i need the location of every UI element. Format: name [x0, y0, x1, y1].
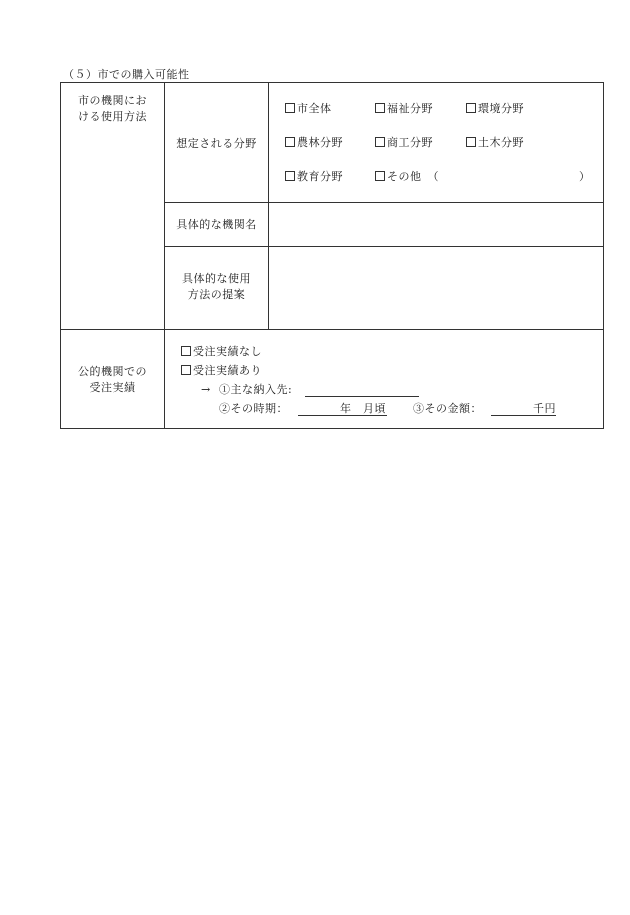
- amount-label: ③その金額：: [413, 402, 482, 415]
- checkbox-civil-engineering[interactable]: 土木分野: [466, 136, 524, 150]
- checkbox-icon[interactable]: [285, 137, 295, 147]
- col-divider-left: [164, 83, 165, 428]
- checkbox-commerce[interactable]: 商工分野: [375, 136, 433, 150]
- checkbox-icon[interactable]: [375, 171, 385, 181]
- period-year: 年: [340, 402, 352, 415]
- checkbox-icon[interactable]: [285, 171, 295, 181]
- checkbox-other[interactable]: その他 （: [375, 170, 439, 184]
- amount-unit: 千円: [533, 402, 556, 415]
- period-month: 月頃: [363, 402, 386, 415]
- arrow-icon: →: [201, 383, 211, 396]
- other-close-paren: ）: [579, 170, 591, 183]
- usage-proposal-label: 具体的な使用 方法の提案: [182, 272, 251, 301]
- record-label: 公的機関での 受注実績: [78, 365, 147, 394]
- org-name-input[interactable]: [269, 203, 604, 246]
- main-destination-field[interactable]: [305, 396, 419, 397]
- main-destination-label: ①主な納入先:: [219, 383, 293, 396]
- checkbox-icon[interactable]: [285, 103, 295, 113]
- checkbox-icon[interactable]: [181, 346, 191, 356]
- checkbox-icon[interactable]: [375, 103, 385, 113]
- checkbox-has-record[interactable]: 受注実績あり: [181, 364, 262, 378]
- checkbox-city-all[interactable]: 市全体: [285, 102, 332, 116]
- checkbox-icon[interactable]: [466, 103, 476, 113]
- period-label: ②その時期：: [219, 402, 288, 415]
- usage-proposal-input[interactable]: [269, 247, 604, 329]
- checkbox-welfare[interactable]: 福祉分野: [375, 102, 433, 116]
- checkbox-no-record[interactable]: 受注実績なし: [181, 345, 262, 359]
- checkbox-education[interactable]: 教育分野: [285, 170, 343, 184]
- checkbox-icon[interactable]: [375, 137, 385, 147]
- checkbox-icon[interactable]: [466, 137, 476, 147]
- checkbox-agriculture[interactable]: 農林分野: [285, 136, 343, 150]
- checkbox-icon[interactable]: [181, 365, 191, 375]
- section-heading: （５）市での購入可能性: [63, 68, 190, 81]
- checkbox-environment[interactable]: 環境分野: [466, 102, 524, 116]
- row-divider-3: [61, 329, 604, 330]
- org-name-label: 具体的な機関名: [176, 218, 257, 231]
- field-label: 想定される分野: [176, 137, 257, 150]
- usage-label: 市の機関にお ける使用方法: [78, 94, 147, 123]
- purchase-possibility-table: [60, 82, 604, 429]
